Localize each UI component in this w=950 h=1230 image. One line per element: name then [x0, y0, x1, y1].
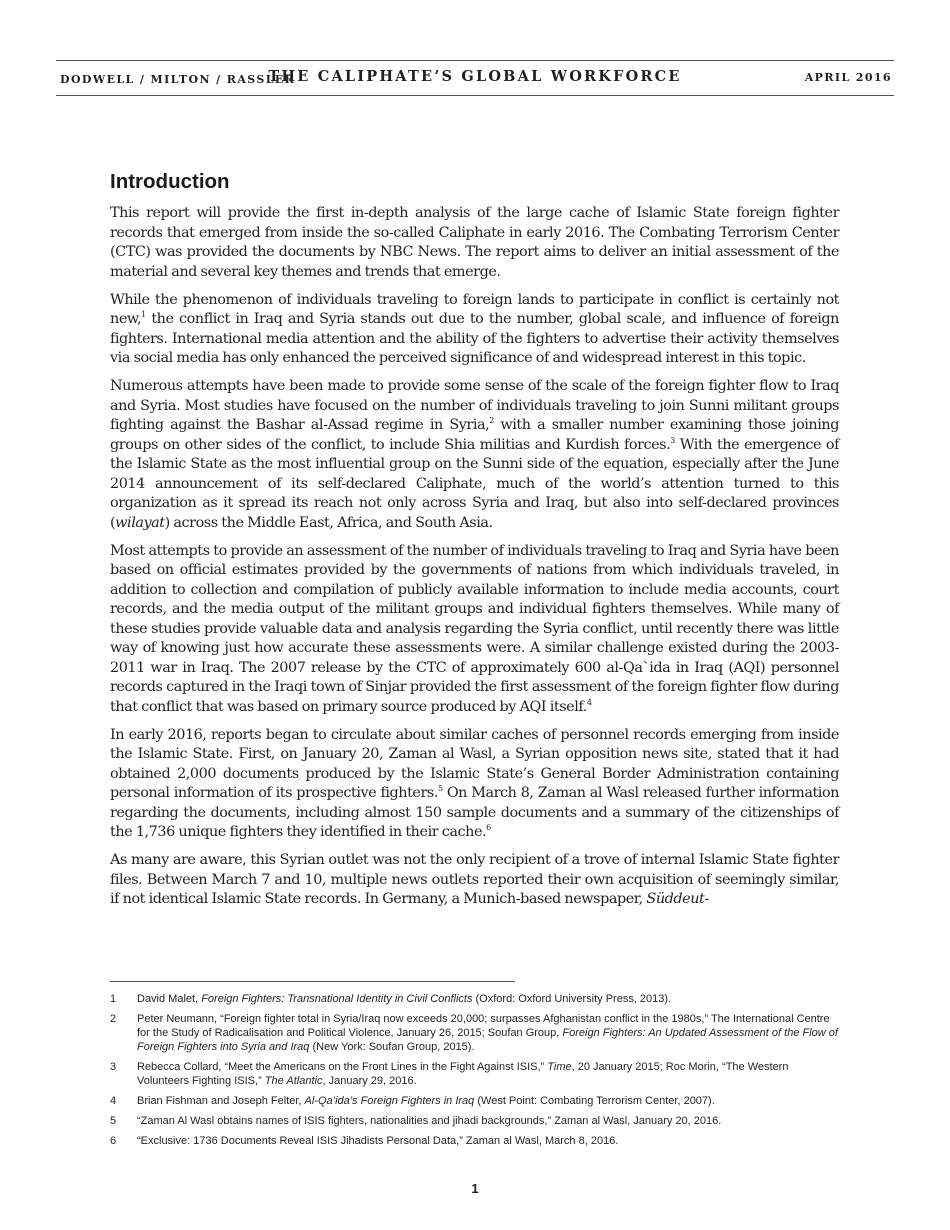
footnote-number: 1	[110, 993, 117, 1005]
footnote-item	[110, 1094, 840, 1108]
footnote-ref-3[interactable]: 3	[670, 435, 675, 445]
footnote-item	[110, 1114, 840, 1128]
paragraph-3: Numerous attempts have been made to provide some sense of the scale of the foreign fighter flow to Iraq and Syria. Most studies have focused on the number of individuals traveling to join Sunni militant groups fighting against the Bashar al-Assad regime in Syria,$^2$ with a smaller number examining those joining groups on other sides of the conflict, to include Shia militias and Kurdish forces.$^3$ With the emergence of the Islamic State as the most influential group on the Sunni side of the equation, especially after the June 2014 announcement of its self-declared Caliphate, much of the world’s attention turned to this organization as it spread its reach not only across Syria and Iraq, but also into self-declared provinces (wilayat) across the Middle East, Africa, and South Asia.	[110, 378, 839, 531]
footnote-text: Brian Fishman and Joseph Felter, Al-Qa’ida’s Foreign Fighters in Iraq (West Point: Combating Terrorism Center, 2007).	[137, 1095, 715, 1107]
header-authors: DODWELL / MILTON / RASSLER	[60, 73, 296, 86]
paragraph-2: While the phenomenon of individuals traveling to foreign lands to participate in conflict is certainly not new,$^1$ the conflict in Iraq and Syria stands out due to the number, global scale, and influence of foreign fighters. International media attention and the ability of the fighters to advertise their activity themselves via social media has only enhanced the perceived significance of and widespread interest in this topic.	[110, 291, 839, 366]
footnote-text: “Zaman Al Wasl obtains names of ISIS fighters, nationalities and jihadi backgrounds,” Zaman al Wasl, January 20, 2016.	[137, 1115, 722, 1127]
footnote-number: 6	[110, 1135, 117, 1147]
footnote-rule	[110, 981, 515, 982]
footnote-ref-4[interactable]: 4	[586, 697, 592, 707]
footnote-number: 4	[110, 1095, 117, 1107]
footnote-number: 2	[110, 1013, 117, 1025]
paragraph-1: This report will provide the first in-depth analysis of the large cache of Islamic State foreign fighter records that emerged from inside the so-called Caliphate in early 2016. The Combating Terrorism Center (CTC) was provided the documents by NBC News. The report aims to deliver an initial assessment of the material and several key themes and trends that emerge.	[110, 205, 839, 280]
paragraph-6: As many are aware, this Syrian outlet was not the only recipient of a trove of internal Islamic State fighter files. Between March 7 and 10, multiple news outlets reported their own acquisition of seemingly similar, if not identical Islamic State records. In Germany, a Munich-based newspaper, Süddeut-	[110, 852, 839, 907]
footnote-text: David Malet, Foreign Fighters: Transnational Identity in Civil Conflicts (Oxford: Oxford University Press, 2013).	[137, 993, 672, 1005]
footnote-text: Rebecca Collard, “Meet the Americans on the Front Lines in the Fight Against ISIS,” Time, 20 January 2015; Roc Morin, “The Western Volunteers Fighting ISIS,” The Atlantic, January 29, 2016.	[137, 1061, 789, 1087]
footnote-item	[110, 1012, 840, 1054]
header-bottom-rule	[56, 95, 894, 96]
footnote-item	[110, 992, 840, 1006]
footnote-item	[110, 1134, 840, 1148]
main-content	[110, 170, 839, 918]
paragraph-5: In early 2016, reports began to circulate about similar caches of personnel records emerging from inside the Islamic State. First, on January 20, Zaman al Wasl, a Syrian opposition news site, stated that it had obtained 2,000 documents produced by the Islamic State’s General Border Administration containing personal information of its prospective fighters.$^5$ On March 8, Zaman al Wasl released further information regarding the documents, including almost 150 sample documents and a summary of the citizenships of the 1,736 unique fighters they identified in their cache.$^6$	[110, 726, 839, 840]
footnote-number: 3	[110, 1061, 117, 1073]
footnote-ref-5[interactable]: 5	[437, 784, 443, 794]
running-header	[58, 62, 892, 94]
footnote-number: 5	[110, 1115, 117, 1127]
footnote-text: Peter Neumann, “Foreign fighter total in Syria/Iraq now exceeds 20,000; surpasses Afghanistan conflict in the 1980s,” The International Centre for the Study of Radicalisation and Political Violence, January 26, 2015; Soufan Group, Foreign Fighters: An Updated Assessment of the Flow of Foreign Fighters into Syria and Iraq (New York: Soufan Group, 2015).	[137, 1013, 838, 1053]
footnote-ref-1[interactable]: 1	[141, 310, 146, 320]
footnotes	[110, 992, 840, 1154]
page-number: 1	[471, 1181, 479, 1196]
footnote-text: “Exclusive: 1736 Documents Reveal ISIS Jihadists Personal Data,” Zaman al Wasl, March 8, 2016.	[137, 1135, 619, 1147]
footnote-item	[110, 1060, 840, 1088]
header-date: APRIL 2016	[804, 71, 892, 84]
section-title: Introduction	[110, 170, 230, 193]
header-title: THE CALIPHATE’S GLOBAL WORKFORCE	[268, 68, 682, 85]
header-top-rule	[56, 60, 894, 61]
footnote-ref-2[interactable]: 2	[489, 416, 494, 426]
footnote-ref-6[interactable]: 6	[486, 823, 491, 833]
paragraph-4: Most attempts to provide an assessment of the number of individuals traveling to Iraq and Syria have been based on official estimates provided by the governments of nations from which individuals traveled, in addition to collection and compilation of publicly available information to include media accounts, court records, and the media output of the militant groups and individual fighters themselves. While many of these studies provide valuable data and analysis regarding the Syria conflict, until recently there was little way of knowing just how accurate these assessments were. A similar challenge existed during the 2003-2011 war in Iraq. The 2007 release by the CTC of approximately 600 al-Qa`ida in Iraq (AQI) personnel records captured in the Iraqi town of Sinjar provided the first assessment of the foreign fighter flow during that conflict that was based on primary source produced by AQI itself.$^4$	[110, 542, 839, 715]
